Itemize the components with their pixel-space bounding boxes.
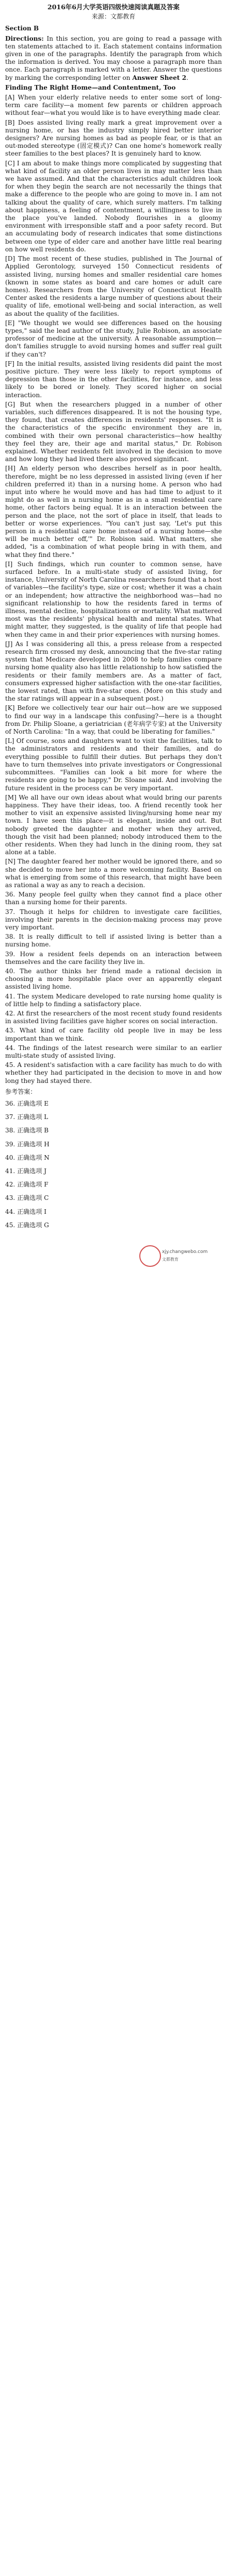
question: 45. A resident's satisfaction with a care facility has much to do with whether they had participated in the decision to move in and how long they had stayed there. [5, 1061, 222, 1084]
paragraph: [E] "We thought we would see differences based on the housing types," said the lead author of the study, Julie Robison, an associate professor of medicine at the university. A reasonable assumption—don't families struggle to avoid nursing homes and suffer real guilt if they can't? [5, 319, 222, 358]
answer-item: 36. 正确选项 E [5, 1100, 49, 1108]
passage-title: Finding The Right Home—and Contentment, Too [5, 83, 176, 91]
directions-text: In this section, you are going to read a passage with ten statements attached to it. Each statement contains information given in one of the paragraphs. Identify the paragraph from which the information is derived. You may choose a paragraph more than once. Each paragraph is marked with a letter. Answer the questions by marking the corresponding letter on [5, 35, 222, 81]
question: 38. It is really difficult to tell if assisted living is better than a nursing home. [5, 933, 222, 948]
answer-item: 40. 正确选项 N [5, 1154, 50, 1161]
answer-item: 39. 正确选项 H [5, 1140, 50, 1148]
document-source: 来源：文都教育 [91, 13, 136, 21]
question: 36. Many people feel guilty when they cannot find a place other than a nursing home for their parents. [5, 891, 222, 906]
question: 39. How a resident feels depends on an interaction between themselves and the care facility they live in. [5, 950, 222, 965]
watermark-logo-icon [139, 1245, 161, 1267]
paragraph: [N] The daughter feared her mother would be ignored there, and so she decided to move her into a more welcoming facility. Based on what is emerging from some of this research, that might have been as rational a way as any to reach a decision. [5, 858, 222, 889]
watermark-url: xjy.changwebo.com [162, 1249, 208, 1255]
answer-list [5, 1100, 222, 1229]
paragraph: [J] As I was considering all this, a press release from a respected research firm crossed my desk, announcing that the five-star rating system that Medicare developed in 2008 to help families compare nursing home quality also has little relationship to how satisfied the residents or their family members are. As a matter of fact, consumers expressed higher satisfaction with the one-star facilities, the lowest rated, than with five-star ones. (More on this study and the star ratings will appear in a subsequent post.) [5, 640, 222, 703]
question: 40. The author thinks her friend made a rational decision in choosing a more hospitable place over an apparently elegant assisted living home. [5, 967, 222, 991]
question: 44. The findings of the latest research were similar to an earlier multi-state study of assisted living. [5, 1044, 222, 1059]
question: 41. The system Medicare developed to rate nursing home quality is of little help to finding a satisfactory place. [5, 992, 222, 1008]
answer-item: 38. 正确选项 B [5, 1127, 49, 1134]
watermark [139, 1245, 217, 1267]
answer-item: 44. 正确选项 I [5, 1208, 47, 1215]
question: 37. Though it helps for children to investigate care facilities, involving their parents in the decision-making process may prove very important. [5, 908, 222, 931]
paragraph: [A] When your elderly relative needs to enter some sort of long-term care facility—a moment few parents or children approach without fear—what you would like is to have everything made clear. [5, 94, 222, 117]
answer-sheet-ref: Answer Sheet 2 [132, 74, 187, 81]
paragraph: [H] An elderly person who describes herself as in poor health, therefore, might be no less depressed in assisted living (even if her children preferred it) than in a nursing home. A person who had input into where he would move and has had time to adjust to it might do as well in a nursing home as in a small residential care home, other factors being equal. It is an interaction between the person and the place, not the sort of place in itself, that leads to better or worse experiences. "You can't just say, 'Let's put this person in a residential care home instead of a nursing home—she will be much better off,'" Dr. Robison said. What matters, she added, "is a combination of what people bring in with them, and what they find there." [5, 465, 222, 558]
paragraph: [G] But when the researchers plugged in a number of other variables, such differences disappeared. It is not the housing type, they found, that creates differences in residents' responses. "It is the characteristics of the specific environment they are in, combined with their own personal characteristics—how healthy they feel they are, their age and marital status," Dr. Robison explained. Whether residents felt involved in the decision to move and how long they had lived there also proved significant. [5, 400, 222, 463]
paragraph: [B] Does assisted living really mark a great improvement over a nursing home, or has the industry simply hired better interior designers? Are nursing homes as bad as people fear, or is that an out-moded stereotype (固定模式)? Can one home's homework really steer families to the best places? It is genuinely hard to know. [5, 118, 222, 158]
paragraph: [I] Such findings, which run counter to common sense, have surfaced before. In a multi-state study of assisted living, for instance, University of North Carolina researchers found that a host of variables—the facility's type, size or cost; whether it was a chain or an independent; how attractive the neighborhood was—had no significant relationship to how the residents fared in terms of illness, mental decline, hospitalizations or mortality. What mattered most was the residents' physical health and mental states. What might matter, they suggested, is the quality of life that people had when they came in and their prior experiences with nursing homes. [5, 560, 222, 638]
question: 42. At first the researchers of the most recent study found residents in assisted living facilities gave higher scores on social interaction. [5, 1009, 222, 1025]
answer-item: 41. 正确选项 J [5, 1167, 47, 1175]
answer-item: 45. 正确选项 G [5, 1221, 49, 1229]
answer-item: 37. 正确选项 L [5, 1113, 48, 1121]
document-title: 2016年6月大学英语四级快速阅读真题及答案 [47, 3, 180, 11]
watermark-name: 文都教育 [162, 1257, 179, 1262]
answer-item: 43. 正确选项 C [5, 1194, 49, 1202]
footer [5, 1235, 222, 1297]
directions-label: Directions: [5, 35, 44, 42]
question: 43. What kind of care facility old people live in may be less important than we think. [5, 1027, 222, 1042]
directions [5, 35, 222, 82]
paragraph: [F] In the initial results, assisted living residents did paint the most positive picture. They were less likely to report symptoms of depression than those in the other facilities, for instance, and less likely to be bored or lonely. They scored higher on social interaction. [5, 360, 222, 399]
paragraph: [L] Of course, sons and daughters want to visit the facilities, talk to the administrators and residents and their families, and do everything possible to fulfill their duties. But perhaps they don't have to turn themselves into private investigators or Congressional subcommittees. "Families can look a bit more for where the residents are going to be happy," Dr. Sloane said. And involving the future resident in the process can be very important. [5, 737, 222, 792]
question-list [5, 891, 222, 1085]
paragraph: [M] We all have our own ideas about what would bring our parents happiness. They have their ideas, too. A friend recently took her mother to visit an expensive assisted living/nursing home near my town. I have seen this place—it is elegant, inside and out. But nobody greeted the daughter and mother when they arrived, though the visit had been planned; nobody introduced them to the other residents. When they had lunch in the dining room, they sat alone at a table. [5, 793, 222, 856]
paragraph: [K] Before we collectively tear our hair out—how are we supposed to find our way in a landscape this confusing?—here is a thought from Dr. Philip Sloane, a geriatrician (老年病学专家) at the University of North Carolina: "In a way, that could be liberating for families." [5, 704, 222, 736]
section-label: Section B [5, 25, 39, 32]
directions-end: . [186, 74, 188, 81]
paragraph-list [5, 94, 222, 889]
paragraph: [D] The most recent of these studies, published in The Journal of Applied Gerontology, surveyed 150 Connecticut residents of assisted living, nursing homes and smaller residential care homes (known in some states as board and care homes or adult care homes). Researchers from the University of Connecticut Health Center asked the residents a large number of questions about their quality of life, emotional well-being and social interaction, as well as about the quality of the facilities. [5, 255, 222, 317]
answer-item: 42. 正确选项 F [5, 1181, 48, 1189]
paragraph: [C] I am about to make things more complicated by suggesting that what kind of facility an older person lives in may matter less than we have assumed. And that the characteristics adult children look for when they begin the search are not necessarily the things that make a difference to the people who are going to move in. I am not talking about the quality of care, which surely matters. I'm talking about happiness, a feeling of contentment, a willingness to live in the place you've landed. Nobody flourishes in a gloomy environment with irresponsible staff and a poor safety record. But an accumulating body of research indicates that some distinctions between one type of elder care and another have little real bearing on how well residents do. [5, 159, 222, 253]
answers-title: 参考答案： [5, 1088, 37, 1095]
